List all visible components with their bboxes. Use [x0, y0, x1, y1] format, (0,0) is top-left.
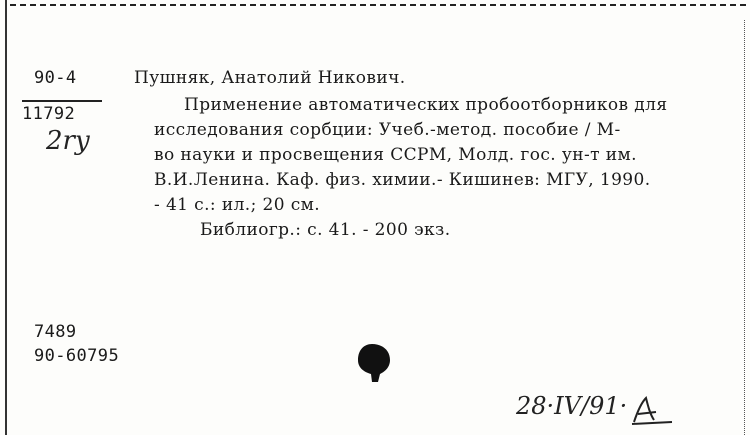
title-line-3: во науки и просвещения ССРМ, Молд. гос. ун-т им. [154, 145, 637, 165]
title-line-4: В.И.Ленина. Каф. физ. химии.- Кишинев: МГУ, 1990. [154, 170, 651, 190]
title-line-5: - 41 с.: ил.; 20 см. [154, 195, 321, 215]
handwritten-date: 28·IV/91· [516, 392, 628, 420]
card-number: 90-60795 [34, 346, 120, 366]
handwritten-mark: 2ry [46, 126, 90, 156]
classification-code: 90-4 [34, 68, 77, 88]
card-right-border [744, 20, 745, 435]
accession-number: 11792 [22, 104, 76, 124]
author-line: Пушняк, Анатолий Никович. [134, 68, 406, 88]
catalog-number: 7489 [34, 322, 77, 342]
title-line-1: Применение автоматических пробоотборников для [184, 95, 668, 115]
card-top-border [10, 4, 746, 7]
title-line-2: исследования сорбции: Учеб.-метод. пособие / М- [154, 120, 621, 140]
code-divider [22, 100, 102, 102]
handwritten-initials-icon [628, 394, 674, 428]
card-left-border [5, 0, 7, 435]
bibliography-line: Библиогр.: с. 41. - 200 экз. [200, 220, 451, 240]
ink-blot-icon [352, 340, 396, 384]
